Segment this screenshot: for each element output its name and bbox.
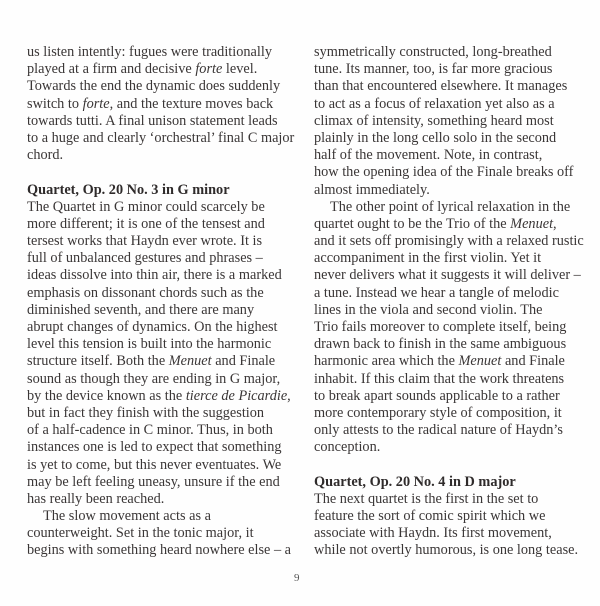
text-run: while not overtly humorous, is one long tease. — [314, 542, 579, 559]
text-line — [27, 491, 289, 508]
text-run: to a huge and clearly ‘orchestral’ final C major — [27, 129, 295, 146]
text-run: structure itself. Both the — [27, 353, 169, 370]
text-run: but in fact they finish with the suggestion — [27, 404, 265, 421]
text-run: level. — [222, 61, 258, 78]
text-line — [27, 61, 289, 78]
text-run: accompaniment in the first violin. Yet it — [314, 250, 542, 267]
text-line — [27, 199, 289, 216]
text-run: lines in the viola and second violin. The — [314, 301, 543, 318]
text-line — [314, 182, 576, 199]
text-run: of a half-cadence in C minor. Thus, in both — [27, 422, 273, 439]
text-run: towards tutti. A final unison statement leads — [27, 112, 278, 129]
section-heading-op20-no4: Quartet, Op. 20 No. 4 in D major — [314, 473, 516, 490]
text-run: and Finale — [211, 353, 276, 370]
text-run: climax of intensity, something heard most — [314, 112, 554, 129]
left-column — [27, 44, 295, 560]
text-run: , and the texture moves back — [109, 95, 274, 112]
text-run: abrupt changes of dynamics. On the highest — [27, 319, 278, 335]
text-line — [27, 129, 295, 147]
text-run: to break apart sounds applicable to a rather — [314, 387, 560, 404]
text-line — [27, 147, 289, 164]
paragraph-gap — [27, 164, 289, 181]
text-line — [314, 353, 576, 370]
text-line — [27, 439, 289, 456]
text-line — [314, 336, 576, 353]
text-run: harmonic area which the — [314, 353, 459, 370]
text-line — [27, 302, 289, 319]
text-run: symmetrically constructed, long-breathed — [314, 44, 552, 60]
text-line — [314, 405, 576, 422]
text-line — [27, 405, 289, 422]
page-number: 9 — [294, 572, 300, 584]
text-run: more different; it is one of the tensest and — [27, 215, 265, 232]
right-column — [314, 44, 584, 560]
text-run: only attests to the radical nature of Haydn’s — [314, 422, 563, 439]
text-run: plainly in the long cello solo in the second — [314, 129, 557, 146]
text-line — [27, 457, 289, 474]
text-line — [27, 267, 289, 284]
text-line — [314, 61, 576, 78]
text-line — [27, 319, 289, 336]
italic-term: forte — [82, 95, 110, 112]
text-line — [314, 267, 581, 284]
text-line — [314, 285, 576, 302]
text-line — [27, 525, 289, 542]
text-run: ideas dissolve into thin air, there is a marked — [27, 267, 282, 284]
text-line — [27, 353, 289, 370]
text-run: sound as though they are ending in G major, — [27, 370, 281, 387]
text-run: diminished seventh, and there are many — [27, 301, 255, 318]
italic-term: tierce de Picardie — [185, 387, 288, 404]
text-line — [314, 491, 576, 508]
text-run: , — [553, 215, 557, 232]
text-line — [314, 216, 576, 233]
text-run: begins with something heard nowhere else – a — [27, 542, 292, 559]
text-run: associate with Haydn. Its first movement, — [314, 525, 552, 542]
text-run: a tune. Instead we hear a tangle of melodic — [314, 284, 559, 301]
text-run: tersest works that Haydn ever wrote. It is — [27, 233, 263, 250]
text-line — [27, 250, 289, 267]
text-line — [314, 302, 576, 319]
text-run: almost immediately. — [314, 181, 430, 198]
text-line — [314, 439, 576, 456]
text-line — [314, 525, 576, 542]
text-line — [27, 508, 289, 525]
text-line — [314, 250, 576, 267]
text-run: full of unbalanced gestures and phrases – — [27, 250, 263, 267]
text-run: emphasis on dissonant chords such as the — [27, 284, 264, 301]
text-run: conception. — [314, 439, 381, 456]
text-line — [314, 147, 576, 164]
paragraph-g-minor-intro — [27, 199, 289, 508]
text-line — [27, 542, 292, 559]
paragraph-slow-movement-cont — [314, 44, 576, 199]
italic-term: forte — [195, 61, 223, 78]
text-line — [314, 422, 576, 439]
text-run: level this tension is built into the harmonic — [27, 336, 272, 353]
italic-term: Menuet — [168, 353, 212, 370]
text-run: how the opening idea of the Finale breaks off — [314, 164, 574, 181]
text-run: The other point of lyrical relaxation in the — [330, 198, 571, 215]
text-line — [27, 216, 289, 233]
text-line — [27, 388, 289, 405]
text-line — [314, 78, 576, 95]
text-line — [314, 96, 576, 113]
text-run: switch to — [27, 95, 83, 112]
text-line — [314, 233, 584, 250]
text-run: instances one is led to expect that something — [27, 439, 282, 456]
text-line — [27, 371, 289, 388]
paragraph-slow-movement — [27, 508, 292, 560]
text-line — [314, 44, 576, 61]
text-line — [27, 44, 289, 61]
text-run: inhabit. If this claim that the work threatens — [314, 370, 565, 387]
text-run: The slow movement acts as a — [43, 508, 211, 525]
text-line — [314, 164, 576, 181]
text-run: is yet to come, but this never eventuates. We — [27, 456, 282, 473]
paragraph-d-major-intro — [314, 490, 579, 560]
text-run: to act as a focus of relaxation yet also as a — [314, 95, 555, 112]
paragraph-gap — [314, 457, 576, 474]
text-line — [27, 474, 289, 491]
paragraph-fugue-ending — [27, 44, 295, 164]
text-run: and Finale — [501, 353, 565, 370]
text-line — [27, 233, 289, 250]
text-run: may be left feeling uneasy, unsure if the end — [27, 473, 280, 490]
text-run: chord. — [27, 147, 64, 164]
text-line — [27, 422, 289, 439]
text-run: than that encountered elsewhere. It manages — [314, 78, 568, 95]
text-line — [314, 542, 579, 559]
text-run: The next quartet is the first in the set to — [314, 490, 539, 507]
text-run: tune. Its manner, too, is far more gracious — [314, 61, 553, 78]
text-run: never delivers what it suggests it will deliver – — [314, 267, 581, 284]
text-run: has really been reached. — [27, 490, 165, 507]
text-run: played at a firm and decisive — [27, 61, 196, 78]
text-run: us listen intently: fugues were traditionally — [27, 44, 272, 60]
section-heading-op20-no3: Quartet, Op. 20 No. 3 in G minor — [27, 181, 230, 198]
text-line — [27, 336, 289, 353]
text-line — [314, 371, 576, 388]
text-run: Towards the end the dynamic does suddenly — [27, 78, 281, 95]
italic-term: Menuet — [510, 215, 554, 232]
text-run: quartet ought to be the Trio of the — [314, 215, 511, 232]
text-run: feature the sort of comic spirit which we — [314, 508, 546, 525]
text-run: counterweight. Set in the tonic major, it — [27, 525, 254, 542]
text-line — [27, 285, 289, 302]
text-run: The Quartet in G minor could scarcely be — [27, 198, 265, 215]
text-run: , — [287, 387, 291, 404]
text-run: half of the movement. Note, in contrast, — [314, 147, 543, 164]
italic-term: Menuet — [458, 353, 502, 370]
text-line — [27, 78, 289, 95]
text-run: by the device known as the — [27, 387, 186, 404]
text-line — [27, 96, 289, 113]
text-line — [314, 113, 576, 130]
text-line — [314, 319, 576, 336]
text-run: and it sets off promisingly with a relaxed rustic — [314, 233, 584, 250]
text-line — [27, 113, 289, 130]
text-line — [314, 508, 576, 525]
text-run: drawn back to finish in the same ambiguous — [314, 336, 567, 353]
text-line — [314, 388, 576, 405]
text-line — [314, 130, 576, 147]
text-run: more contemporary style of composition, it — [314, 404, 562, 421]
text-line — [314, 199, 576, 216]
paragraph-trio — [314, 198, 584, 457]
text-run: Trio fails moreover to complete itself, being — [314, 319, 567, 335]
